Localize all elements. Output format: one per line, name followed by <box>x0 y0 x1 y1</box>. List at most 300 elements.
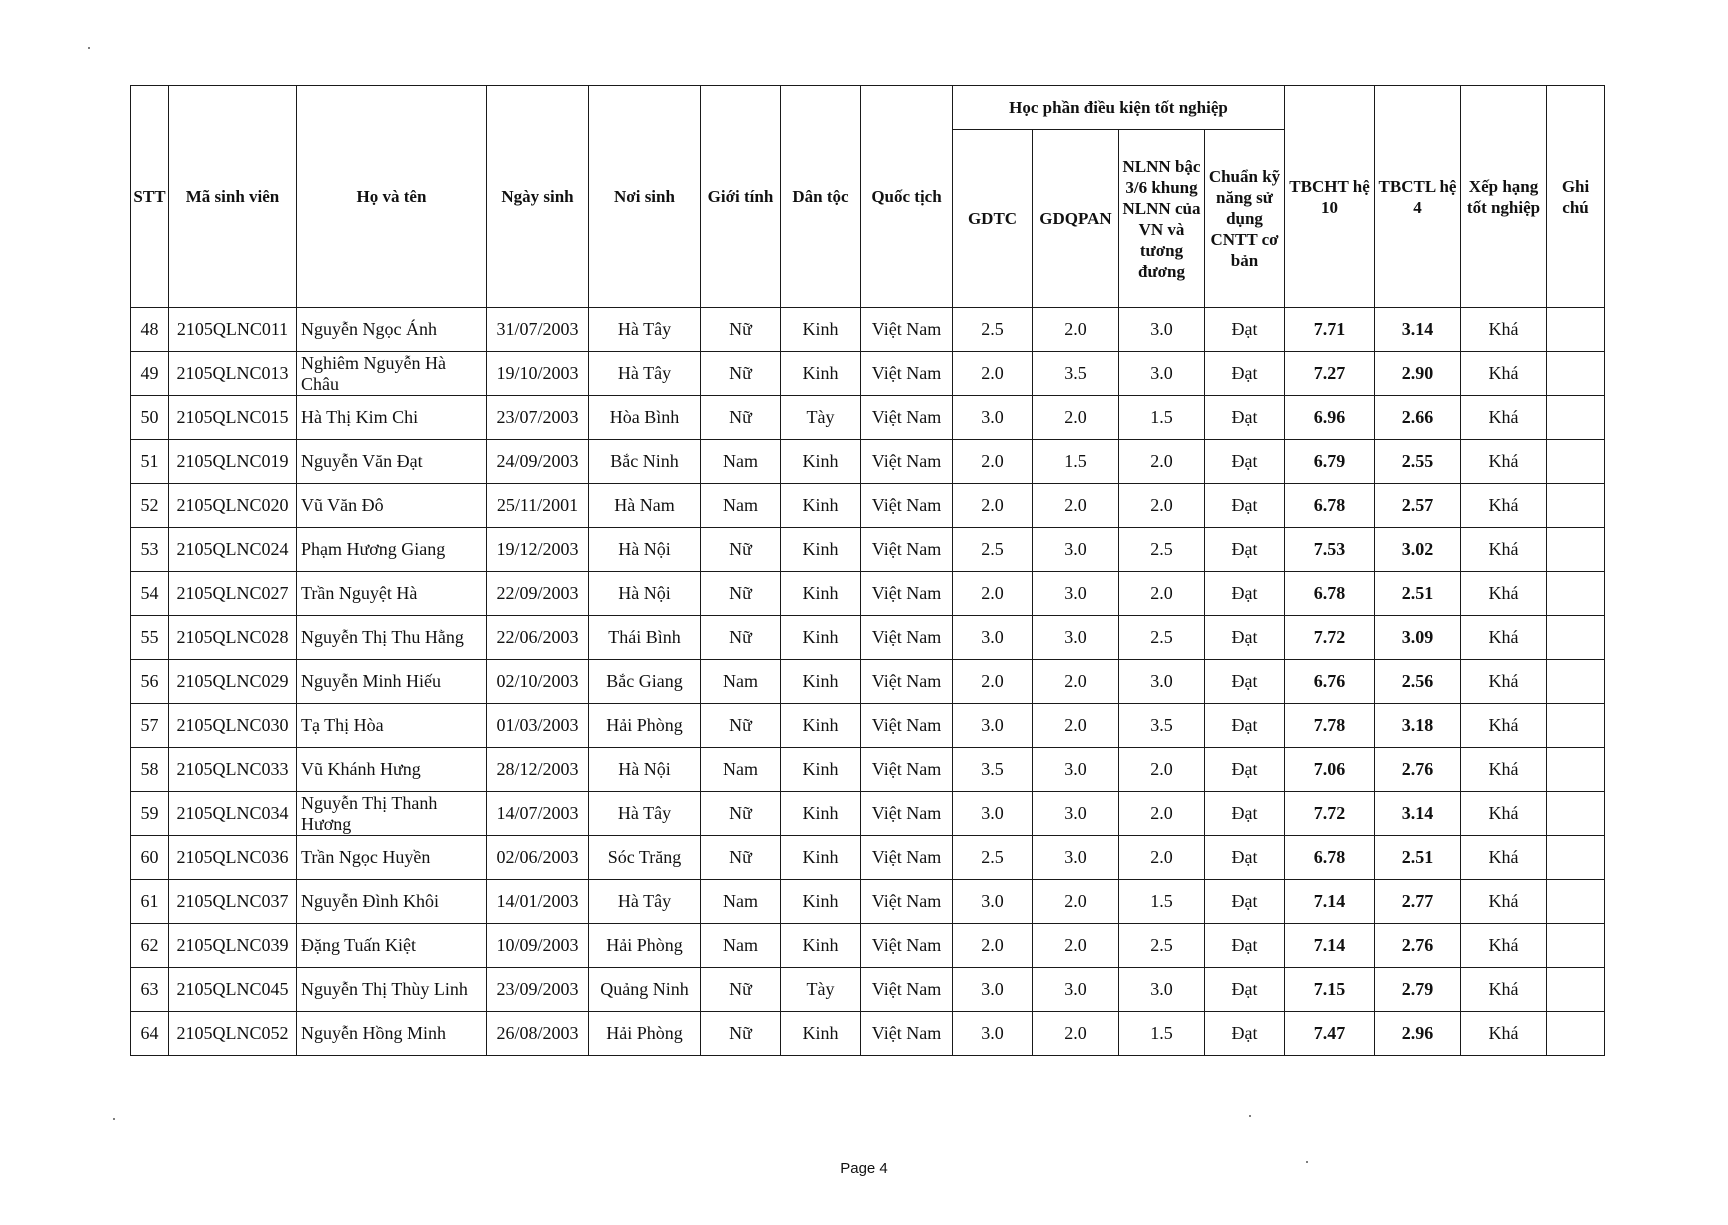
cell-gender: Nữ <box>701 308 781 352</box>
cell-tbctl: 2.55 <box>1375 440 1461 484</box>
cell-cntt: Đạt <box>1205 308 1285 352</box>
cell-gdtc: 3.0 <box>953 792 1033 836</box>
cell-gender: Nam <box>701 440 781 484</box>
cell-gdqpan: 2.0 <box>1033 308 1119 352</box>
cell-cntt: Đạt <box>1205 704 1285 748</box>
cell-name: Tạ Thị Hòa <box>297 704 487 748</box>
cell-nationality: Việt Nam <box>861 704 953 748</box>
cell-rank: Khá <box>1461 308 1547 352</box>
scan-dust <box>88 47 90 49</box>
cell-nationality: Việt Nam <box>861 748 953 792</box>
cell-dob: 14/01/2003 <box>487 880 589 924</box>
cell-stt: 56 <box>131 660 169 704</box>
cell-cntt: Đạt <box>1205 792 1285 836</box>
cell-gdtc: 3.0 <box>953 616 1033 660</box>
cell-stt: 53 <box>131 528 169 572</box>
cell-nationality: Việt Nam <box>861 616 953 660</box>
cell-stt: 60 <box>131 836 169 880</box>
cell-gdtc: 3.0 <box>953 396 1033 440</box>
cell-nlnn: 1.5 <box>1119 396 1205 440</box>
cell-note <box>1547 396 1605 440</box>
cell-gender: Nữ <box>701 572 781 616</box>
cell-nationality: Việt Nam <box>861 924 953 968</box>
table-row <box>131 484 1605 528</box>
cell-rank: Khá <box>1461 660 1547 704</box>
cell-name: Nghiêm Nguyễn Hà Châu <box>297 352 487 396</box>
table-row <box>131 572 1605 616</box>
cell-ethnicity: Tày <box>781 396 861 440</box>
cell-tbcht: 7.14 <box>1285 880 1375 924</box>
cell-birthplace: Hà Nội <box>589 748 701 792</box>
cell-name: Nguyễn Ngọc Ánh <box>297 308 487 352</box>
col-header-gdtc: GDTC <box>953 130 1033 308</box>
cell-gender: Nữ <box>701 836 781 880</box>
cell-note <box>1547 880 1605 924</box>
cell-name: Đặng Tuấn Kiệt <box>297 924 487 968</box>
cell-ethnicity: Kinh <box>781 484 861 528</box>
col-header-group: Học phần điều kiện tốt nghiệp <box>953 86 1285 130</box>
cell-gender: Nữ <box>701 792 781 836</box>
cell-dob: 22/06/2003 <box>487 616 589 660</box>
cell-tbctl: 3.09 <box>1375 616 1461 660</box>
cell-birthplace: Thái Bình <box>589 616 701 660</box>
cell-name: Nguyễn Đình Khôi <box>297 880 487 924</box>
cell-gdqpan: 2.0 <box>1033 704 1119 748</box>
cell-stt: 51 <box>131 440 169 484</box>
cell-gdtc: 2.0 <box>953 352 1033 396</box>
page-number: Page 4 <box>840 1160 888 1177</box>
cell-gdqpan: 2.0 <box>1033 1012 1119 1056</box>
cell-birthplace: Hà Tây <box>589 352 701 396</box>
cell-note <box>1547 528 1605 572</box>
table-row <box>131 968 1605 1012</box>
cell-tbctl: 2.57 <box>1375 484 1461 528</box>
cell-note <box>1547 924 1605 968</box>
cell-nlnn: 1.5 <box>1119 880 1205 924</box>
cell-ethnicity: Kinh <box>781 704 861 748</box>
cell-cntt: Đạt <box>1205 660 1285 704</box>
table-row <box>131 308 1605 352</box>
cell-stt: 57 <box>131 704 169 748</box>
cell-gdqpan: 2.0 <box>1033 880 1119 924</box>
cell-birthplace: Hà Nội <box>589 572 701 616</box>
cell-rank: Khá <box>1461 352 1547 396</box>
cell-gdqpan: 2.0 <box>1033 924 1119 968</box>
cell-ethnicity: Kinh <box>781 440 861 484</box>
cell-name: Nguyễn Văn Đạt <box>297 440 487 484</box>
cell-gdtc: 2.0 <box>953 660 1033 704</box>
cell-rank: Khá <box>1461 528 1547 572</box>
cell-rank: Khá <box>1461 484 1547 528</box>
cell-nlnn: 2.0 <box>1119 836 1205 880</box>
cell-tbctl: 2.79 <box>1375 968 1461 1012</box>
cell-name: Nguyễn Thị Thùy Linh <box>297 968 487 1012</box>
cell-tbcht: 6.76 <box>1285 660 1375 704</box>
cell-nlnn: 2.0 <box>1119 440 1205 484</box>
cell-student-id: 2105QLNC036 <box>169 836 297 880</box>
cell-ethnicity: Kinh <box>781 924 861 968</box>
cell-rank: Khá <box>1461 704 1547 748</box>
cell-birthplace: Hà Tây <box>589 308 701 352</box>
cell-tbctl: 2.76 <box>1375 748 1461 792</box>
cell-gdtc: 2.0 <box>953 924 1033 968</box>
cell-rank: Khá <box>1461 440 1547 484</box>
cell-student-id: 2105QLNC029 <box>169 660 297 704</box>
table-row <box>131 440 1605 484</box>
cell-cntt: Đạt <box>1205 924 1285 968</box>
cell-tbctl: 3.14 <box>1375 308 1461 352</box>
cell-nationality: Việt Nam <box>861 572 953 616</box>
col-header-dob: Ngày sinh <box>487 86 589 308</box>
cell-ethnicity: Kinh <box>781 792 861 836</box>
cell-tbcht: 7.72 <box>1285 792 1375 836</box>
cell-stt: 50 <box>131 396 169 440</box>
cell-student-id: 2105QLNC045 <box>169 968 297 1012</box>
cell-nlnn: 3.0 <box>1119 308 1205 352</box>
cell-nlnn: 2.5 <box>1119 924 1205 968</box>
cell-dob: 19/12/2003 <box>487 528 589 572</box>
cell-cntt: Đạt <box>1205 616 1285 660</box>
cell-rank: Khá <box>1461 880 1547 924</box>
cell-rank: Khá <box>1461 748 1547 792</box>
cell-student-id: 2105QLNC011 <box>169 308 297 352</box>
cell-gender: Nữ <box>701 704 781 748</box>
cell-tbcht: 7.27 <box>1285 352 1375 396</box>
table-row <box>131 352 1605 396</box>
cell-student-id: 2105QLNC027 <box>169 572 297 616</box>
cell-nlnn: 2.0 <box>1119 748 1205 792</box>
cell-stt: 61 <box>131 880 169 924</box>
cell-name: Vũ Khánh Hưng <box>297 748 487 792</box>
cell-gdtc: 3.0 <box>953 704 1033 748</box>
cell-tbctl: 2.96 <box>1375 1012 1461 1056</box>
cell-nationality: Việt Nam <box>861 1012 953 1056</box>
cell-gdqpan: 2.0 <box>1033 484 1119 528</box>
cell-note <box>1547 352 1605 396</box>
table-row <box>131 616 1605 660</box>
cell-gdqpan: 3.0 <box>1033 836 1119 880</box>
cell-student-id: 2105QLNC037 <box>169 880 297 924</box>
cell-birthplace: Bắc Ninh <box>589 440 701 484</box>
cell-nationality: Việt Nam <box>861 352 953 396</box>
cell-gender: Nam <box>701 484 781 528</box>
cell-rank: Khá <box>1461 968 1547 1012</box>
cell-gdqpan: 3.0 <box>1033 616 1119 660</box>
cell-gender: Nam <box>701 748 781 792</box>
cell-name: Hà Thị Kim Chi <box>297 396 487 440</box>
table-row <box>131 880 1605 924</box>
cell-note <box>1547 572 1605 616</box>
cell-stt: 63 <box>131 968 169 1012</box>
cell-nationality: Việt Nam <box>861 792 953 836</box>
cell-nlnn: 1.5 <box>1119 1012 1205 1056</box>
cell-nlnn: 2.0 <box>1119 792 1205 836</box>
cell-tbctl: 2.51 <box>1375 836 1461 880</box>
cell-birthplace: Hải Phòng <box>589 1012 701 1056</box>
cell-gdqpan: 2.0 <box>1033 660 1119 704</box>
cell-name: Phạm Hương Giang <box>297 528 487 572</box>
cell-gdtc: 2.5 <box>953 528 1033 572</box>
cell-cntt: Đạt <box>1205 484 1285 528</box>
cell-nlnn: 3.0 <box>1119 968 1205 1012</box>
cell-note <box>1547 616 1605 660</box>
cell-nationality: Việt Nam <box>861 396 953 440</box>
cell-dob: 23/07/2003 <box>487 396 589 440</box>
col-header-cntt: Chuẩn kỹ năng sử dụng CNTT cơ bản <box>1205 130 1285 308</box>
cell-note <box>1547 748 1605 792</box>
cell-dob: 02/10/2003 <box>487 660 589 704</box>
cell-gdqpan: 3.0 <box>1033 572 1119 616</box>
col-header-tbctl: TBCTL hệ 4 <box>1375 86 1461 308</box>
col-header-gdqpan: GDQPAN <box>1033 130 1119 308</box>
cell-ethnicity: Kinh <box>781 308 861 352</box>
cell-name: Nguyễn Thị Thanh Hương <box>297 792 487 836</box>
cell-name: Trần Nguyệt Hà <box>297 572 487 616</box>
cell-ethnicity: Kinh <box>781 660 861 704</box>
cell-birthplace: Hải Phòng <box>589 704 701 748</box>
cell-tbctl: 2.56 <box>1375 660 1461 704</box>
cell-birthplace: Hải Phòng <box>589 924 701 968</box>
table-row <box>131 748 1605 792</box>
graduation-table <box>130 85 1605 1056</box>
cell-tbcht: 6.78 <box>1285 836 1375 880</box>
cell-gender: Nam <box>701 924 781 968</box>
cell-tbctl: 2.76 <box>1375 924 1461 968</box>
cell-nationality: Việt Nam <box>861 308 953 352</box>
col-header-note: Ghi chú <box>1547 86 1605 308</box>
cell-birthplace: Hà Nội <box>589 528 701 572</box>
col-header-stt: STT <box>131 86 169 308</box>
cell-nationality: Việt Nam <box>861 484 953 528</box>
cell-birthplace: Sóc Trăng <box>589 836 701 880</box>
cell-tbcht: 7.47 <box>1285 1012 1375 1056</box>
cell-dob: 10/09/2003 <box>487 924 589 968</box>
col-header-gender: Giới tính <box>701 86 781 308</box>
cell-gdtc: 3.0 <box>953 880 1033 924</box>
cell-dob: 24/09/2003 <box>487 440 589 484</box>
cell-note <box>1547 308 1605 352</box>
cell-note <box>1547 660 1605 704</box>
cell-stt: 62 <box>131 924 169 968</box>
cell-gender: Nam <box>701 660 781 704</box>
cell-cntt: Đạt <box>1205 440 1285 484</box>
cell-rank: Khá <box>1461 572 1547 616</box>
cell-student-id: 2105QLNC019 <box>169 440 297 484</box>
cell-name: Nguyễn Hồng Minh <box>297 1012 487 1056</box>
table-row <box>131 836 1605 880</box>
cell-student-id: 2105QLNC039 <box>169 924 297 968</box>
cell-nlnn: 2.5 <box>1119 616 1205 660</box>
cell-note <box>1547 440 1605 484</box>
cell-tbctl: 3.18 <box>1375 704 1461 748</box>
cell-student-id: 2105QLNC030 <box>169 704 297 748</box>
cell-tbctl: 3.02 <box>1375 528 1461 572</box>
cell-dob: 28/12/2003 <box>487 748 589 792</box>
cell-nlnn: 3.5 <box>1119 704 1205 748</box>
cell-ethnicity: Kinh <box>781 352 861 396</box>
cell-gdtc: 2.0 <box>953 440 1033 484</box>
cell-note <box>1547 792 1605 836</box>
cell-tbcht: 6.96 <box>1285 396 1375 440</box>
cell-tbcht: 7.71 <box>1285 308 1375 352</box>
cell-dob: 26/08/2003 <box>487 1012 589 1056</box>
cell-stt: 64 <box>131 1012 169 1056</box>
col-header-nlnn: NLNN bậc 3/6 khung NLNN của VN và tương đương <box>1119 130 1205 308</box>
cell-nationality: Việt Nam <box>861 528 953 572</box>
cell-student-id: 2105QLNC034 <box>169 792 297 836</box>
cell-cntt: Đạt <box>1205 880 1285 924</box>
cell-nlnn: 3.0 <box>1119 352 1205 396</box>
cell-nationality: Việt Nam <box>861 440 953 484</box>
cell-gdtc: 3.0 <box>953 968 1033 1012</box>
cell-student-id: 2105QLNC024 <box>169 528 297 572</box>
cell-cntt: Đạt <box>1205 352 1285 396</box>
cell-gender: Nữ <box>701 616 781 660</box>
cell-dob: 14/07/2003 <box>487 792 589 836</box>
table-body <box>131 308 1605 1056</box>
cell-note <box>1547 484 1605 528</box>
cell-gender: Nữ <box>701 352 781 396</box>
cell-gender: Nữ <box>701 1012 781 1056</box>
cell-note <box>1547 1012 1605 1056</box>
cell-tbcht: 7.53 <box>1285 528 1375 572</box>
cell-gdtc: 3.0 <box>953 1012 1033 1056</box>
cell-gdtc: 2.5 <box>953 836 1033 880</box>
cell-dob: 01/03/2003 <box>487 704 589 748</box>
cell-nlnn: 3.0 <box>1119 660 1205 704</box>
cell-tbctl: 2.66 <box>1375 396 1461 440</box>
cell-gender: Nữ <box>701 968 781 1012</box>
cell-student-id: 2105QLNC015 <box>169 396 297 440</box>
cell-tbcht: 6.78 <box>1285 484 1375 528</box>
cell-nationality: Việt Nam <box>861 836 953 880</box>
cell-nationality: Việt Nam <box>861 968 953 1012</box>
cell-gdqpan: 3.5 <box>1033 352 1119 396</box>
cell-gdqpan: 1.5 <box>1033 440 1119 484</box>
cell-name: Nguyễn Minh Hiếu <box>297 660 487 704</box>
cell-stt: 48 <box>131 308 169 352</box>
cell-stt: 58 <box>131 748 169 792</box>
cell-name: Vũ Văn Đô <box>297 484 487 528</box>
col-header-nationality: Quốc tịch <box>861 86 953 308</box>
cell-tbcht: 7.15 <box>1285 968 1375 1012</box>
cell-dob: 31/07/2003 <box>487 308 589 352</box>
cell-ethnicity: Tày <box>781 968 861 1012</box>
cell-gdtc: 3.5 <box>953 748 1033 792</box>
cell-dob: 19/10/2003 <box>487 352 589 396</box>
cell-ethnicity: Kinh <box>781 572 861 616</box>
cell-gender: Nữ <box>701 528 781 572</box>
cell-stt: 49 <box>131 352 169 396</box>
cell-name: Trần Ngọc Huyền <box>297 836 487 880</box>
cell-dob: 23/09/2003 <box>487 968 589 1012</box>
cell-name: Nguyễn Thị Thu Hằng <box>297 616 487 660</box>
col-header-full-name: Họ và tên <box>297 86 487 308</box>
table-row <box>131 396 1605 440</box>
cell-student-id: 2105QLNC033 <box>169 748 297 792</box>
cell-tbctl: 2.77 <box>1375 880 1461 924</box>
scan-dust <box>1249 1115 1251 1117</box>
cell-rank: Khá <box>1461 1012 1547 1056</box>
cell-tbcht: 7.06 <box>1285 748 1375 792</box>
cell-rank: Khá <box>1461 616 1547 660</box>
cell-gdqpan: 3.0 <box>1033 528 1119 572</box>
cell-nlnn: 2.0 <box>1119 484 1205 528</box>
cell-note <box>1547 968 1605 1012</box>
cell-gdqpan: 2.0 <box>1033 396 1119 440</box>
scan-dust <box>1306 1161 1308 1163</box>
table-row <box>131 792 1605 836</box>
cell-student-id: 2105QLNC020 <box>169 484 297 528</box>
cell-birthplace: Bắc Giang <box>589 660 701 704</box>
cell-nlnn: 2.5 <box>1119 528 1205 572</box>
cell-gdqpan: 3.0 <box>1033 748 1119 792</box>
cell-gender: Nam <box>701 880 781 924</box>
cell-birthplace: Quảng Ninh <box>589 968 701 1012</box>
cell-birthplace: Hà Nam <box>589 484 701 528</box>
cell-ethnicity: Kinh <box>781 616 861 660</box>
cell-tbcht: 7.78 <box>1285 704 1375 748</box>
cell-rank: Khá <box>1461 396 1547 440</box>
cell-birthplace: Hòa Bình <box>589 396 701 440</box>
cell-cntt: Đạt <box>1205 968 1285 1012</box>
cell-ethnicity: Kinh <box>781 880 861 924</box>
cell-cntt: Đạt <box>1205 748 1285 792</box>
table-row <box>131 528 1605 572</box>
cell-tbctl: 3.14 <box>1375 792 1461 836</box>
col-header-tbcht: TBCHT hệ 10 <box>1285 86 1375 308</box>
table-row <box>131 1012 1605 1056</box>
cell-dob: 25/11/2001 <box>487 484 589 528</box>
cell-gdqpan: 3.0 <box>1033 792 1119 836</box>
cell-birthplace: Hà Tây <box>589 880 701 924</box>
cell-nlnn: 2.0 <box>1119 572 1205 616</box>
scan-dust <box>113 1118 115 1120</box>
cell-birthplace: Hà Tây <box>589 792 701 836</box>
cell-stt: 55 <box>131 616 169 660</box>
cell-rank: Khá <box>1461 924 1547 968</box>
col-header-birthplace: Nơi sinh <box>589 86 701 308</box>
cell-rank: Khá <box>1461 792 1547 836</box>
cell-gdtc: 2.5 <box>953 308 1033 352</box>
cell-ethnicity: Kinh <box>781 748 861 792</box>
cell-dob: 02/06/2003 <box>487 836 589 880</box>
cell-cntt: Đạt <box>1205 572 1285 616</box>
cell-nationality: Việt Nam <box>861 880 953 924</box>
cell-student-id: 2105QLNC028 <box>169 616 297 660</box>
cell-nationality: Việt Nam <box>861 660 953 704</box>
cell-stt: 54 <box>131 572 169 616</box>
cell-note <box>1547 704 1605 748</box>
cell-ethnicity: Kinh <box>781 528 861 572</box>
cell-cntt: Đạt <box>1205 528 1285 572</box>
cell-gdtc: 2.0 <box>953 484 1033 528</box>
cell-tbctl: 2.90 <box>1375 352 1461 396</box>
cell-tbcht: 6.79 <box>1285 440 1375 484</box>
cell-student-id: 2105QLNC013 <box>169 352 297 396</box>
cell-stt: 59 <box>131 792 169 836</box>
cell-stt: 52 <box>131 484 169 528</box>
col-header-ethnicity: Dân tộc <box>781 86 861 308</box>
cell-tbcht: 7.72 <box>1285 616 1375 660</box>
cell-cntt: Đạt <box>1205 1012 1285 1056</box>
cell-cntt: Đạt <box>1205 396 1285 440</box>
cell-ethnicity: Kinh <box>781 836 861 880</box>
col-header-rank: Xếp hạng tốt nghiệp <box>1461 86 1547 308</box>
cell-gender: Nữ <box>701 396 781 440</box>
col-header-student-id: Mã sinh viên <box>169 86 297 308</box>
cell-gdtc: 2.0 <box>953 572 1033 616</box>
